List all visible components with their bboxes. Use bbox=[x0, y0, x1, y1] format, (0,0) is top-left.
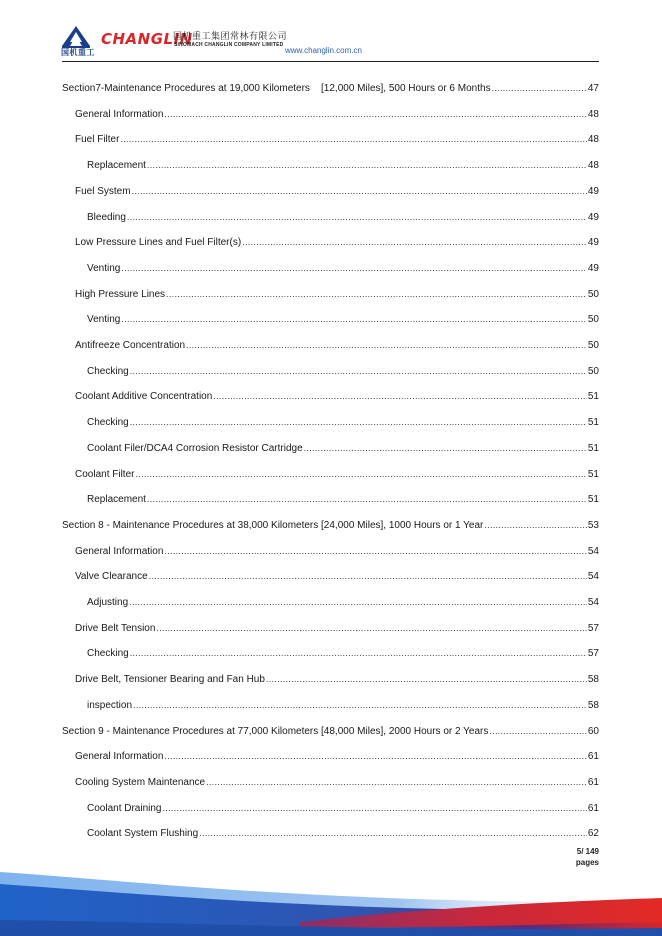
toc-entry[interactable] bbox=[75, 390, 599, 404]
toc-dot-leader bbox=[206, 775, 587, 790]
toc-dot-leader bbox=[164, 749, 586, 764]
toc-entry-page-number: 61 bbox=[587, 802, 599, 814]
toc-entry-title: Section 8 - Maintenance Procedures at 38,000 Kilometers [24,000 Miles], 1000 Hours or 1 Year bbox=[62, 519, 484, 531]
toc-entry[interactable] bbox=[75, 750, 599, 764]
toc-dot-leader bbox=[266, 672, 587, 687]
toc-dot-leader bbox=[304, 441, 587, 456]
toc-entry-page-number: 49 bbox=[587, 262, 599, 274]
toc-dot-leader bbox=[484, 518, 587, 533]
toc-entry-title: Cooling System Maintenance bbox=[75, 776, 206, 788]
toc-dot-leader bbox=[149, 569, 587, 584]
toc-entry-title: Venting bbox=[87, 262, 121, 274]
toc-entry-page-number: 49 bbox=[587, 237, 599, 249]
toc-entry[interactable] bbox=[75, 339, 599, 353]
toc-entry[interactable] bbox=[87, 699, 599, 713]
toc-entry-page-number: 51 bbox=[587, 468, 599, 480]
toc-entry[interactable] bbox=[75, 133, 599, 147]
toc-entry-title: General Information bbox=[75, 108, 164, 120]
toc-entry[interactable] bbox=[75, 545, 599, 559]
toc-entry-page-number: 54 bbox=[587, 597, 599, 608]
toc-entry-title: Coolant Draining bbox=[87, 802, 162, 814]
toc-section-entry[interactable] bbox=[62, 519, 599, 533]
toc-entry-page-number: 49 bbox=[587, 185, 599, 197]
toc-entry[interactable] bbox=[75, 570, 599, 584]
toc-dot-leader bbox=[164, 107, 586, 122]
toc-entry[interactable] bbox=[87, 802, 599, 816]
toc-dot-leader bbox=[129, 595, 587, 610]
toc-dot-leader bbox=[213, 389, 587, 404]
toc-dot-leader bbox=[242, 235, 587, 250]
toc-entry-title: Adjusting bbox=[87, 597, 129, 608]
toc-entry-page-number: 60 bbox=[587, 725, 599, 737]
toc-entry-title: Coolant Filer/DCA4 Corrosion Resistor Cartridge bbox=[87, 442, 303, 454]
toc-dot-leader bbox=[121, 261, 587, 276]
toc-dot-leader bbox=[127, 210, 587, 225]
logo-chinese-caption: 国机重工 bbox=[61, 48, 95, 57]
toc-entry-page-number: 54 bbox=[587, 571, 599, 583]
toc-entry-title: Drive Belt, Tensioner Bearing and Fan Hub bbox=[75, 674, 265, 686]
toc-entry-title: High Pressure Lines bbox=[75, 288, 166, 300]
toc-entry[interactable] bbox=[75, 673, 599, 687]
toc-entry-page-number: 48 bbox=[587, 160, 599, 172]
toc-entry-title: Valve Clearance bbox=[75, 571, 148, 583]
toc-entry-title: Coolant System Flushing bbox=[87, 828, 199, 840]
toc-entry-page-number: 50 bbox=[587, 365, 599, 377]
toc-entry-page-number: 51 bbox=[587, 417, 599, 429]
toc-entry-page-number: 61 bbox=[587, 751, 599, 763]
toc-entry[interactable] bbox=[87, 647, 599, 661]
toc-entry[interactable] bbox=[75, 185, 599, 199]
toc-entry-title: inspection bbox=[87, 699, 133, 711]
toc-entry[interactable] bbox=[75, 776, 599, 790]
toc-entry-page-number: 53 bbox=[587, 519, 599, 531]
toc-entry-page-number: 49 bbox=[587, 211, 599, 223]
toc-dot-leader bbox=[164, 544, 586, 559]
toc-entry-title: Checking bbox=[87, 648, 129, 660]
toc-entry[interactable] bbox=[75, 288, 599, 302]
toc-entry-page-number: 48 bbox=[587, 108, 599, 120]
company-name-chinese: 国机重工集团常林有限公司 bbox=[173, 31, 288, 41]
page-header bbox=[0, 0, 662, 62]
toc-entry[interactable] bbox=[87, 416, 599, 430]
toc-dot-leader bbox=[163, 801, 587, 816]
toc-entry-title: Replacement bbox=[87, 494, 146, 506]
toc-entry-page-number: 47 bbox=[587, 83, 599, 94]
toc-dot-leader bbox=[132, 184, 587, 199]
toc-entry-title: Low Pressure Lines and Fuel Filter(s) bbox=[75, 237, 242, 249]
toc-section-entry[interactable] bbox=[62, 725, 599, 739]
toc-entry-page-number: 50 bbox=[587, 314, 599, 326]
page-count-unit: pages bbox=[575, 858, 599, 867]
toc-entry-page-number: 51 bbox=[587, 391, 599, 403]
toc-entry[interactable] bbox=[87, 365, 599, 379]
toc-entry[interactable] bbox=[87, 211, 599, 225]
toc-dot-leader bbox=[135, 467, 586, 482]
footer-swoosh-decoration bbox=[0, 862, 662, 936]
toc-entry-page-number: 51 bbox=[587, 442, 599, 454]
toc-entry-title: Section 9 - Maintenance Procedures at 77,000 Kilometers [48,000 Miles], 2000 Hours or 2 Years bbox=[62, 725, 489, 737]
toc-entry-page-number: 62 bbox=[587, 828, 599, 840]
website-link[interactable]: www.changlin.com.cn bbox=[285, 46, 362, 55]
toc-entry[interactable] bbox=[75, 236, 599, 250]
toc-entry-page-number: 48 bbox=[587, 134, 599, 146]
toc-entry-page-number: 57 bbox=[587, 622, 599, 634]
toc-entry-page-number: 61 bbox=[587, 776, 599, 788]
toc-entry-page-number: 50 bbox=[587, 288, 599, 300]
toc-entry-title: Checking bbox=[87, 365, 129, 377]
toc-entry-page-number: 57 bbox=[587, 648, 599, 660]
toc-entry-title: Bleeding bbox=[87, 211, 126, 223]
toc-dot-leader bbox=[147, 158, 587, 173]
toc-dot-leader bbox=[489, 724, 587, 739]
toc-entry-title: General Information bbox=[75, 751, 164, 763]
toc-entry-title: Fuel System bbox=[75, 185, 131, 197]
toc-dot-leader bbox=[121, 312, 587, 327]
toc-entry[interactable] bbox=[87, 442, 599, 456]
toc-dot-leader bbox=[130, 364, 587, 379]
toc-entry-title: Drive Belt Tension bbox=[75, 622, 156, 634]
toc-entry[interactable] bbox=[75, 622, 599, 636]
company-name-english: SINOMACH CHANGLIN COMPANY LIMITED bbox=[174, 42, 284, 48]
toc-entry-title: Coolant Filter bbox=[75, 468, 135, 480]
toc-dot-leader bbox=[130, 646, 587, 661]
toc-entry-title: Replacement bbox=[87, 160, 146, 172]
toc-entry-title: Coolant Additive Concentration bbox=[75, 391, 213, 403]
toc-dot-leader bbox=[492, 81, 587, 96]
toc-dot-leader bbox=[133, 698, 587, 713]
toc-dot-leader bbox=[130, 415, 587, 430]
toc-entry[interactable] bbox=[87, 493, 599, 507]
page-count: 5/ 149 bbox=[576, 847, 599, 856]
toc-section-entry[interactable] bbox=[62, 82, 599, 96]
header-divider bbox=[62, 61, 599, 62]
toc-dot-leader bbox=[186, 338, 587, 353]
toc-entry[interactable] bbox=[75, 468, 599, 482]
toc-dot-leader bbox=[156, 621, 586, 636]
toc-entry-title: Checking bbox=[87, 417, 129, 429]
toc-dot-leader bbox=[120, 132, 586, 147]
toc-entry-page-number: 51 bbox=[587, 494, 599, 506]
toc-entry[interactable] bbox=[87, 313, 599, 327]
toc-entry-page-number: 58 bbox=[587, 674, 599, 686]
toc-entry[interactable] bbox=[75, 108, 599, 122]
toc-entry-title: Fuel Filter bbox=[75, 134, 120, 146]
toc-entry[interactable] bbox=[87, 596, 599, 610]
toc-entry[interactable] bbox=[87, 159, 599, 173]
toc-entry-title: Venting bbox=[87, 314, 121, 326]
toc-entry-title: Section7-Maintenance Procedures at 19,000 Kilometers [12,000 Miles], 500 Hours or 6 Months bbox=[62, 83, 491, 94]
toc-dot-leader bbox=[147, 492, 587, 507]
toc-entry[interactable] bbox=[87, 262, 599, 276]
toc-entry-page-number: 54 bbox=[587, 545, 599, 557]
toc-entry-title: General Information bbox=[75, 545, 164, 557]
sinomach-logo-icon bbox=[62, 26, 90, 48]
toc-dot-leader bbox=[166, 287, 587, 302]
brand-logo-text: CHANGLIN bbox=[101, 30, 193, 48]
toc-entry-title: Antifreeze Concentration bbox=[75, 340, 186, 351]
toc-entry-page-number: 50 bbox=[587, 340, 599, 351]
toc-entry-page-number: 58 bbox=[587, 699, 599, 711]
toc-dot-leader bbox=[199, 826, 587, 841]
toc-entry[interactable] bbox=[87, 827, 599, 841]
